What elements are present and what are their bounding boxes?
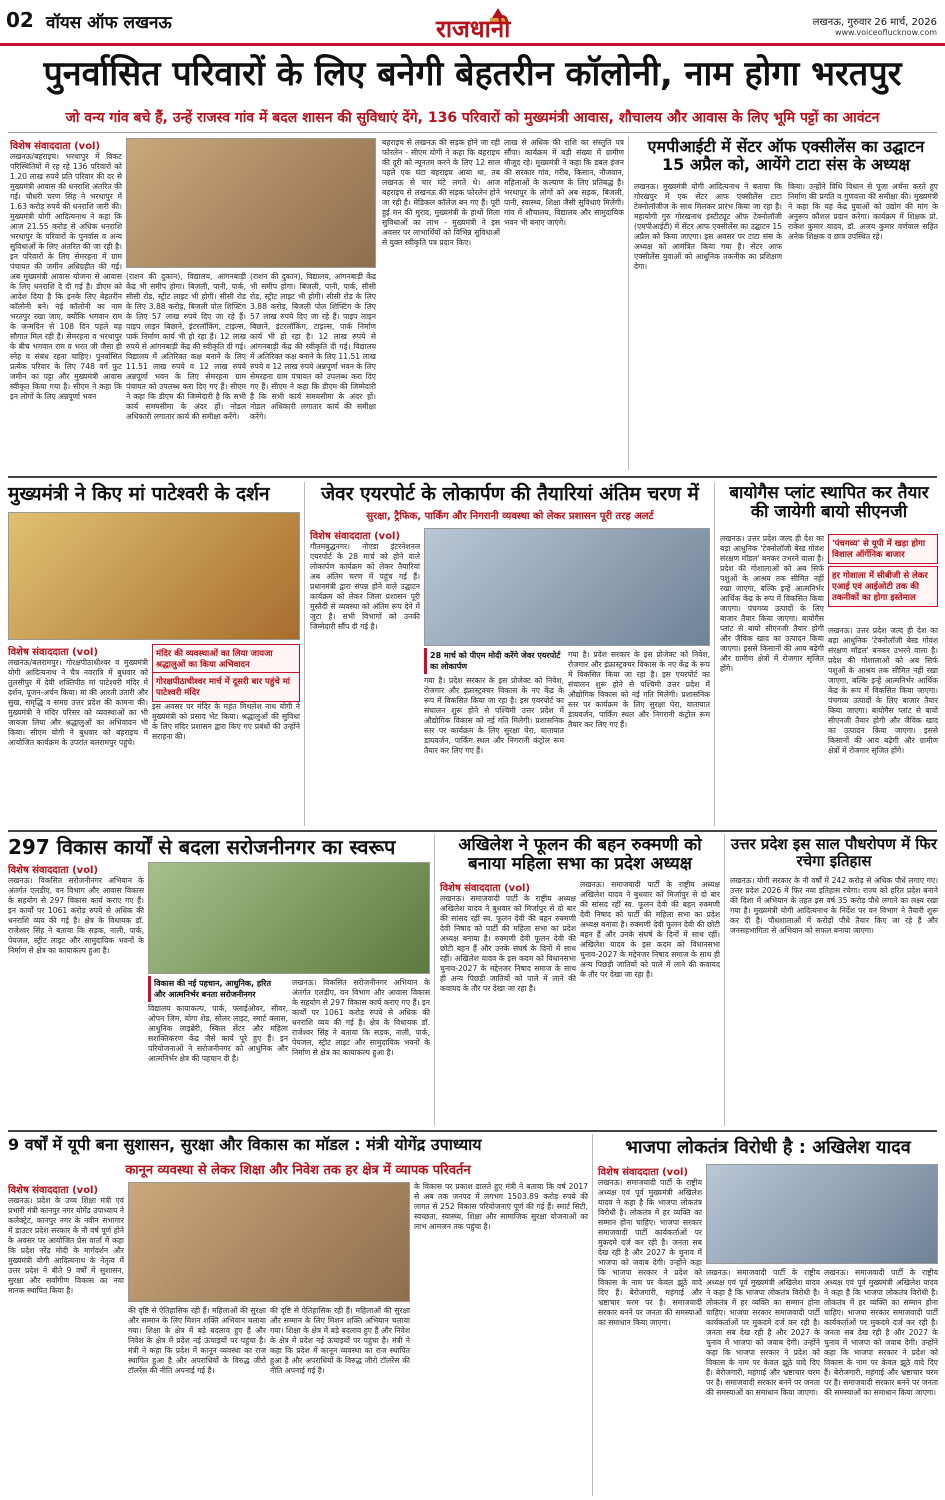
akhilesh1-byline: विशेष संवाददाता (vol) <box>440 883 531 894</box>
pateswari-body2: इस अवसर पर मंदिर के महंत मिथलेश नाथ योगी ने मुख्यमंत्री को प्रसाद भेंट किया। श्रद्धालुओं की सुविधा के लिए मंदिर प्रशासन द्वारा किए गए प्रबंधों की उन्होंने सराहना की। <box>152 702 300 742</box>
divider <box>8 476 937 478</box>
pateswari-byline: विशेष संवाददाता (vol) <box>8 647 99 658</box>
mpit-body-col1: लखनऊ। मुख्यमंत्री योगी आदित्यनाथ ने बताया कि गोरखपुर में एक सेंटर आफ एक्सीलेंस टाटा टेक्नोलॉजीज के साथ मिलकर प्रारंभ किया जा रहा है। महायोगी गुरु गोरखनाथ इंस्टीट्यूट ऑफ टेक्नोलॉजी (एमपीआईटी) में सेंटर आफ एक्सीलेंस का उद्घाटन 15 अप्रैल को किया जाएगा। इस अवसर पर टाटा संस के अध्यक्ष को आमंत्रित किया गया है। सेंटर आफ एक्सीलेंस युवाओं को आधुनिक तकनीक का प्रशिक्षण देगा। <box>634 182 782 272</box>
akhilesh2-photo <box>706 1164 938 1264</box>
sarojini-byline: विशेष संवाददाता (vol) <box>8 865 99 876</box>
dateline: लखनऊ, गुरुवार 26 मार्च, 2026 <box>812 17 937 28</box>
pateswari-callout-1: मंदिर की व्यवस्थाओं का लिया जायजा श्रद्धालुओं का किया अभिवादन <box>152 644 300 674</box>
divider <box>304 482 305 826</box>
biogas-callout-2: हर गोशाला में सीबीजी से लेकर एआई एवं आईओटी तक की तकनीकों का होगा इस्तेमाल <box>828 566 938 607</box>
jewar-body-col2: गया है। प्रदेश सरकार के इस प्रोजेक्ट को निवेश, रोजगार और इंफ्रास्ट्रक्चर विकास के नए केंद्र के रूप में विकसित किया जा रहा है। इस एयरपोर्ट का संचालन शुरू होने से पश्चिमी उत्तर प्रदेश में औद्योगिक विकास को नई गति मिलेगी। प्रशासनिक स्तर पर कार्यक्रम के लिए सुरक्षा घेरा, यातायात डायवर्जन, पार्किंग स्थल और निगरानी कंट्रोल रूम तैयार कर लिए गए हैं। <box>424 676 564 756</box>
biogas-body-col2: लखनऊ। उत्तर प्रदेश जल्द ही देश का बड़ा आधुनिक 'टेक्नोलॉजी बेस्ड गोवंश संरक्षण मॉडल' बनकर उभरने वाला है। प्रदेश की गोशालाओं को अब सिर्फ पशुओं के आश्रय तक सीमित नहीं रखा जाएगा, बल्कि इन्हें आत्मनिर्भर आर्थिक केंद्र के रूप में विकसित किया जाएगा। पंचगव्य उत्पादों के लिए बाजार तैयार किया जाएगा। बायोगैस प्लांट से बायो सीएनजी तैयार होगी और जैविक खाद का उत्पादन किया जाएगा। इससे किसानों की आय बढ़ेगी और ग्रामीण क्षेत्रों में रोजगार सृजित होंगे। <box>828 626 938 756</box>
jewar-headline: जेवर एयरपोर्ट के लोकार्पण की तैयारियां अंतिम चरण में <box>321 483 699 505</box>
yogendra-headline: 9 वर्षों में यूपी बना सुशासन, सुरक्षा और विकास का मॉडल : मंत्री योगेंद्र उपाध्याय <box>8 1135 482 1154</box>
yogendra-subhead: कानून व्यवस्था से लेकर शिक्षा और निवेश तक हर क्षेत्र में व्यापक परिवर्तन <box>125 1163 471 1178</box>
akhilesh1-body-col2: लखनऊ। समाजवादी पार्टी के राष्ट्रीय अध्यक्ष अखिलेश यादव ने बुधवार को मिर्जापुर से दो बार की सांसद रहीं स्व. फूलन देवी की बहन रुक्मणी देवी निषाद को पार्टी की महिला सभा का प्रदेश अध्यक्ष बनाया है। रुक्मणी देवी फूलन देवी की छोटी बहन हैं और उनके संघर्ष के दिनों में साथ रहीं। अखिलेश यादव के इस कदम को विधानसभा चुनाव-2027 के मद्देनजर निषाद समाज के साथ ही अन्य पिछड़ी जातियों को पाले में लाने की कवायद के तौर पर देखा जा रहा है। <box>580 880 720 980</box>
akhilesh2-headline: भाजपा लोकतंत्र विरोधी है : अखिलेश यादव <box>625 1137 911 1158</box>
biogas-body-col1: लखनऊ। उत्तर प्रदेश जल्द ही देश का बड़ा आधुनिक 'टेक्नोलॉजी बेस्ड गोवंश संरक्षण मॉडल' बनकर उभरने वाला है। प्रदेश की गोशालाओं को अब सिर्फ पशुओं के आश्रय तक सीमित नहीं रखा जाएगा, बल्कि इन्हें आत्मनिर्भर आर्थिक केंद्र के रूप में विकसित किया जाएगा। पंचगव्य उत्पादों के लिए बाजार तैयार किया जाएगा। बायोगैस प्लांट से बायो सीएनजी तैयार होगी और जैविक खाद का उत्पादन किया जाएगा। इससे किसानों की आय बढ़ेगी और ग्रामीण क्षेत्रों में रोजगार सृजित होंगे। <box>720 534 824 674</box>
jewar-byline: विशेष संवाददाता (vol) <box>310 531 401 542</box>
yogendra-body-col3: की दृष्टि से ऐतिहासिक रही हैं। महिलाओं की सुरक्षा और सम्मान के लिए मिशन शक्ति अभियान चलाया गया। शिक्षा के क्षेत्र में बड़े बदलाव हुए हैं और निवेश के क्षेत्र में प्रदेश नई ऊंचाइयों पर पहुंचा है। मंत्री ने कहा कि प्रदेश में कानून व्यवस्था का राज स्थापित हुआ है और अपराधियों के विरुद्ध जीरो टॉलरेंस की नीति अपनाई गई है। <box>270 1306 410 1376</box>
pauda-body: लखनऊ। योगी सरकार के नौ वर्षों में 242 करोड़ से अधिक पौधे लगाए गए। उत्तर प्रदेश 2026 में फिर नया इतिहास रचेगा। राज्य को हरित प्रदेश बनाने की दिशा में अभियान के तहत इस वर्ष 35 करोड़ पौधे लगाने का लक्ष्य रखा गया है। मुख्यमंत्री योगी आदित्यनाथ के निर्देश पर वन विभाग ने तैयारी शुरू कर दी है। पौधशालाओं में करोड़ों पौधे तैयार किए जा रहे हैं और जनसहभागिता से अभियान को सफल बनाया जाएगा। <box>730 876 938 936</box>
akhilesh2-byline: विशेष संवाददाता (vol) <box>598 1167 689 1178</box>
page-number: 02 <box>6 8 34 32</box>
lead-body-col4: लाख से अधिक की राशि का संस्तुति पत्र सौंपा। कार्यक्रम में बड़ी संख्या में ग्रामीण मौजूद रहे। मुख्यमंत्री ने कहा कि डबल इंजन की सरकार गांव, गरीब, किसान, नौजवान, महिलाओं के कल्याण के लिए प्रतिबद्ध है। भरथापुर के लोगों को अब सड़क, बिजली, पानी, स्वास्थ्य, शिक्षा जैसी सुविधाएं मिलेंगी। गांव में शौचालय, विद्यालय और सामुदायिक भवन भी बनाए जाएंगे। <box>504 138 624 228</box>
jewar-body-col3: गया है। प्रदेश सरकार के इस प्रोजेक्ट को निवेश, रोजगार और इंफ्रास्ट्रक्चर विकास के नए केंद्र के रूप में विकसित किया जा रहा है। इस एयरपोर्ट का संचालन शुरू होने से पश्चिमी उत्तर प्रदेश में औद्योगिक विकास को नई गति मिलेगी। प्रशासनिक स्तर पर कार्यक्रम के लिए सुरक्षा घेरा, यातायात डायवर्जन, पार्किंग स्थल और निगरानी कंट्रोल रूम तैयार कर लिए गए हैं। <box>568 650 710 730</box>
sarojini-body-col3: लखनऊ। विकसित सरोजनीनगर अभियान के अंतर्गत एलडीए, वन विभाग और आवास विकास के सहयोग से 297 विकास कार्य कराए गए हैं। इन कार्यों पर 1061 करोड़ रुपये से अधिक की धनराशि व्यय की गई है। क्षेत्र के विधायक डॉ. राजेश्वर सिंह ने बताया कि सड़क, नाली, पार्क, पेयजल, स्ट्रीट लाइट और सामुदायिक भवनों के निर्माण से क्षेत्र का कायाकल्प हुआ है। <box>292 978 430 1058</box>
mpit-body-col2: किया। उन्होंने विधि विधान से पूजा अर्चना करते हुए निर्माण की प्रगति व गुणवत्ता की समीक्षा की। मुख्यमंत्री ने कहा कि यह केंद्र युवाओं को उद्योग की मांग के अनुरूप कौशल प्रदान करेगा। कार्यक्रम में शिक्षक प्रो. राकेश कुमार यादव, डॉ. अजय कुमार वर्णवाल सहित अनेक शिक्षक व छात्र उपस्थित रहे। <box>788 182 938 242</box>
yogendra-byline: विशेष संवाददाता (vol) <box>8 1185 99 1196</box>
jewar-caption: 28 मार्च को पीएम मोदी करेंगे जेवर एयरपोर्ट का लोकार्पण <box>424 648 564 674</box>
akhilesh2-body-col1: लखनऊ। समाजवादी पार्टी के राष्ट्रीय अध्यक्ष एवं पूर्व मुख्यमंत्री अखिलेश यादव ने कहा है कि भाजपा लोकतंत्र विरोधी है। लोकतंत्र में हर व्यक्ति का सम्मान होना चाहिए। भाजपा सरकार समाजवादी पार्टी कार्यकर्ताओं पर मुकदमे दर्ज कर रही है। जनता सब देख रही है और 2027 के चुनाव में भाजपा को जवाब देगी। उन्होंने कहा कि भाजपा सरकार ने प्रदेश को विकास के नाम पर केवल झूठे वादे दिए हैं। बेरोजगारी, महंगाई और भ्रष्टाचार चरम पर है। समाजवादी सरकार बनने पर जनता की समस्याओं का समाधान किया जाएगा। <box>598 1178 702 1328</box>
biogas-headline: बायोगैस प्लांट स्थापित कर तैयार की जायेगी बायो सीएनजी <box>729 483 929 522</box>
divider <box>8 1130 937 1132</box>
lead-body-col1: लखनऊ/बहराइच। भरथापुर में विकट परिस्थितियों में रह रहे 136 परिवारों को 1.20 लाख रुपये प्रति परिवार की दर से मुख्यमंत्री आवास की धनराशि अंतरित की गई। चौधरी चरण सिंह ने भरथापुर में 1.63 करोड़ रुपये की धनराशि जारी की। मुख्यमंत्री योगी आदित्यनाथ ने कहा कि आज 21.55 करोड़ से अधिक धनराशि भरथापुर के परिवारों के पुनर्वास व अन्य सुविधाओं के लिए अंतरित की जा रही है। इन परिवारों के लिए सेमरहना में ग्राम पंचायत की जमीन अधिग्रहीत की गई। अब मुख्यमंत्री आवास योजना से आवास के लिए धनराशि दे दी गई है। डीएम को आदेश दिया है कि इनके लिए बेहतरीन कॉलोनी बने। नई कॉलोनी का नाम भरतपुर रखा जाए, क्योंकि भगवान राम के जन्मदिन से 108 दिन पहले यह सौगात मिल रही है। सेमरहना व भरथापुर के बीच भगवान राम व भरत जी जैसा ही स्नेह व संबंध रहना चाहिए। पुनर्वासित प्रत्येक परिवार के लिए 748 वर्ग फुट जमीन का पट्टा और मुख्यमंत्री आवास स्वीकृत किया गया है। सीएम ने कहा कि इन लोगों के लिए अन्नपूर्णा भवन <box>10 152 122 402</box>
mpit-headline: एमपीआईटी में सेंटर ऑफ एक्सीलेंस का उद्घाटन 15 अप्रैल को, आयेंगे टाटा संस के अध्यक्ष <box>647 137 925 174</box>
lead-headline: पुनर्वासित परिवारों के लिए बनेगी बेहतरीन कॉलोनी, नाम होगा भरतपुर <box>43 54 902 94</box>
pateswari-headline: मुख्यमंत्री ने किए मां पाटेश्वरी के दर्शन <box>8 483 270 505</box>
divider <box>724 834 725 1126</box>
pateswari-callout-2: गोरक्षपीठाधीश्वर मार्च में दूसरी बार पहुंचे मां पाटेश्वरी मंदिर <box>152 672 300 702</box>
sarojini-photo <box>148 862 430 974</box>
pateswari-body: लखनऊ/बलरामपुर। गोरक्षपीठाधीश्वर व मुख्यमंत्री योगी आदित्यनाथ ने चैत्र नवरात्रि में बुधवार को तुलसीपुर में देवी शक्तिपीठ मां पाटेश्वरी मंदिर में दर्शन, पूजन-अर्चन किया। मां की आरती उतारी और सुख, समृद्धि व समग्र उत्तर प्रदेश की कामना की। मुख्यमंत्री ने मंदिर परिसर को व्यवस्थाओं का भी जायजा लिया और श्रद्धालुओं का अभिवादन भी किया। सीएम योगी ने बुधवार को बहराइच में आयोजित कार्यक्रम के उपरांत बलरामपुर पहुंचे। <box>8 658 148 748</box>
sarojini-body-col2: विद्यालय कायाकल्प, पार्क, फ्लाईओवर, सीवर, ओपन जिम, योगा शेड, सोलर लाइट, स्मार्ट क्लास, आधुनिक लाइब्रेरी, स्किल सेंटर और महिला सशक्तिकरण केंद्र जैसे कार्य पूरे हुए हैं। इन परियोजनाओं ने सरोजनीनगर को आधुनिक और आत्मनिर्भर क्षेत्र की पहचान दी है। <box>148 1004 288 1064</box>
lead-body-col3: बहराइच से लखनऊ की सड़क होने जा रही फोरलेन - सीएम योगी ने कहा कि बहराइच की दूरी को न्यूनतम करने के लिए 12 साल पहले एक घंटा बहराइच आया था, तब लखनऊ से चार घंटे लगते थे। आज बहराइच से लखनऊ की सड़क फोरलेन होने जा रही है। मेडिकल कॉलेज बन गए हैं। पूरी हुई मन की मुराद, मुख्यमंत्री के हाथों मिला सुविधाओं का लाभ - मुख्यमंत्री ने इस अवसर पर लाभार्थियों को विभिन्न सुविधाओं से युक्त स्वीकृति पत्र प्रदान किए। <box>382 138 500 248</box>
pauda-headline: उत्तर प्रदेश इस साल पौधरोपण में फिर रचेगा इतिहास <box>730 835 938 870</box>
jewar-body-col1: गौतमबुद्धनगर। नोएडा इंटरनेशनल एयरपोर्ट के 28 मार्च को होने वाले लोकार्पण कार्यक्रम को लेकर तैयारियां अब अंतिम चरण में पहुंच गई हैं। प्रधानमंत्री द्वारा संपन्न होने वाले उद्घाटन कार्यक्रम को लेकर जिला प्रशासन पूरी मुस्तैदी से व्यवस्था को अंतिम रूप देने में जुटा है। सभी विभागों को उनकी जिम्मेदारी सौंप दी गई है। <box>310 542 420 632</box>
pateswari-photo <box>8 512 300 640</box>
sarojini-body-col1: लखनऊ। विकसित सरोजनीनगर अभियान के अंतर्गत एलडीए, वन विभाग और आवास विकास के सहयोग से 297 विकास कार्य कराए गए हैं। इन कार्यों पर 1061 करोड़ रुपये से अधिक की धनराशि व्यय की गई है। क्षेत्र के विधायक डॉ. राजेश्वर सिंह ने बताया कि सड़क, नाली, पार्क, पेयजल, स्ट्रीट लाइट और सामुदायिक भवनों के निर्माण से क्षेत्र का कायाकल्प हुआ है। <box>8 876 144 956</box>
sarojini-headline: 297 विकास कार्यों से बदला सरोजनीनगर का स्वरूप <box>8 835 396 859</box>
divider <box>8 132 937 133</box>
website: www.voiceoflucknow.com <box>834 28 937 37</box>
jewar-photo <box>424 528 710 646</box>
divider <box>592 1134 593 1496</box>
logo-text: राजधानी <box>436 14 511 43</box>
yogendra-body-col4: के विकास पर प्रकाश डालते हुए मंत्री ने बताया कि वर्ष 2017 से अब तक जनपद में लगभग 1503.89 करोड़ रुपये की लागत से 252 विकास परियोजनाएं पूर्ण की गई हैं। स्मार्ट सिटी, स्वच्छता, स्वास्थ्य, शिक्षा और सामाजिक सुरक्षा योजनाओं का लाभ आमजन तक पहुंचा है। <box>414 1182 588 1232</box>
akhilesh2-body-col3: लखनऊ। समाजवादी पार्टी के राष्ट्रीय अध्यक्ष एवं पूर्व मुख्यमंत्री अखिलेश यादव ने कहा है कि भाजपा लोकतंत्र विरोधी है। लोकतंत्र में हर व्यक्ति का सम्मान होना चाहिए। भाजपा सरकार समाजवादी पार्टी कार्यकर्ताओं पर मुकदमे दर्ज कर रही है। जनता सब देख रही है और 2027 के चुनाव में भाजपा को जवाब देगी। उन्होंने कहा कि भाजपा सरकार ने प्रदेश को विकास के नाम पर केवल झूठे वादे दिए हैं। बेरोजगारी, महंगाई और भ्रष्टाचार चरम पर है। समाजवादी सरकार बनने पर जनता की समस्याओं का समाधान किया जाएगा। <box>824 1268 938 1398</box>
biogas-callout-1: 'पंचगव्य' से यूपी में खड़ा होगा विशाल ऑर्गेनिक बाजार <box>828 534 938 564</box>
section-name: वॉयस ऑफ लखनऊ <box>46 13 172 33</box>
divider <box>434 834 435 1126</box>
yogendra-photo <box>128 1182 410 1302</box>
lead-photo <box>126 138 376 268</box>
lead-byline: विशेष संवाददाता (vol) <box>10 141 101 152</box>
sarojini-caption: विकास की नई पहचान, आधुनिक, हरित और आत्मनिर्भर बनता सरोजनीनगर <box>148 976 288 1002</box>
lead-subhead: जो वन्य गांव बचे हैं, उन्हें राजस्व गांव में बदल शासन की सुविधाएं देंगे, 136 परिवारों को मुख्यमंत्री आवास, शौचालय और आवास के लिए भूमि पट्टों का आवंटन <box>65 110 880 126</box>
yogendra-body-col1: लखनऊ। प्रदेश के उच्च शिक्षा मंत्री एवं प्रभारी मंत्री कानपुर नगर योगेंद्र उपाध्याय ने कलेक्ट्रेट, कानपुर नगर के नवीन सभागार में डाउटर प्रदेश सरकार के नौ वर्ष पूर्ण होने के अवसर पर आयोजित प्रेस वार्ता में कहा कि प्रदेश नरेंद्र मोदी के मार्गदर्शन और मुख्यमंत्री योगी आदित्यनाथ के नेतृत्व में उत्तर प्रदेश ने बीते 9 वर्षों में सुशासन, सुरक्षा और सर्वांगीण विकास का नया मानक स्थापित किया है। <box>8 1196 124 1296</box>
divider <box>8 830 937 832</box>
akhilesh2-body-col2: लखनऊ। समाजवादी पार्टी के राष्ट्रीय अध्यक्ष एवं पूर्व मुख्यमंत्री अखिलेश यादव ने कहा है कि भाजपा लोकतंत्र विरोधी है। लोकतंत्र में हर व्यक्ति का सम्मान होना चाहिए। भाजपा सरकार समाजवादी पार्टी कार्यकर्ताओं पर मुकदमे दर्ज कर रही है। जनता सब देख रही है और 2027 के चुनाव में भाजपा को जवाब देगी। उन्होंने कहा कि भाजपा सरकार ने प्रदेश को विकास के नाम पर केवल झूठे वादे दिए हैं। बेरोजगारी, महंगाई और भ्रष्टाचार चरम पर है। समाजवादी सरकार बनने पर जनता की समस्याओं का समाधान किया जाएगा। <box>706 1268 820 1398</box>
yogendra-body-col2: की दृष्टि से ऐतिहासिक रही हैं। महिलाओं की सुरक्षा और सम्मान के लिए मिशन शक्ति अभियान चलाया गया। शिक्षा के क्षेत्र में बड़े बदलाव हुए हैं और निवेश के क्षेत्र में प्रदेश नई ऊंचाइयों पर पहुंचा है। मंत्री ने कहा कि प्रदेश में कानून व्यवस्था का राज स्थापित हुआ है और अपराधियों के विरुद्ध जीरो टॉलरेंस की नीति अपनाई गई है। <box>128 1306 266 1376</box>
newspaper-logo <box>428 4 548 42</box>
lead-body-col2b: (राशन की दुकान), विद्यालय, आंगनबाड़ी केंद्र भी समीप होगा। बिजली, पानी, पार्क, सीसी रोड, स्ट्रीट लाइट भी होगी। सीसी रोड के लिए 3.88 करोड़, बिजली पोल शिफ्टिंग के लिए 57 लाख रुपये दिए जा रहे हैं। पाइप लाइन बिछाने, इंटरलॉकिंग, टाइल्स, पार्क निर्माण कार्य भी हो रहा है। 12 लाख रुपये से आंगनबाड़ी केंद्र की स्वीकृति दी गई। विद्यालय में अतिरिक्त कक्ष बनाने के लिए 11.51 लाख रुपये व 12 लाख रुपये अन्नपूर्णा भवन के लिए सेमरहना ग्राम पंचायत को उपलब्ध करा दिए गए हैं। सीएम ने कहा कि डीएम की जिम्मेदारी है कि सभी कार्य समयसीमा के अंदर हों। नोडल अधिकारी लगातार कार्य की समीक्षा करेंगे। <box>250 272 376 422</box>
akhilesh1-headline: अखिलेश ने फूलन की बहन रुक्मणी को बनाया महिला सभा का प्रदेश अध्यक्ष <box>458 835 702 874</box>
jewar-subhead: सुरक्षा, ट्रैफिक, पार्किंग और निगरानी व्यवस्था को लेकर प्रशासन पूरी तरह अलर्ट <box>366 511 654 522</box>
akhilesh1-body-col1: लखनऊ। समाजवादी पार्टी के राष्ट्रीय अध्यक्ष अखिलेश यादव ने बुधवार को मिर्जापुर से दो बार की सांसद रहीं स्व. फूलन देवी की बहन रुक्मणी देवी निषाद को पार्टी की महिला सभा का प्रदेश अध्यक्ष बनाया है। रुक्मणी देवी फूलन देवी की छोटी बहन हैं और उनके संघर्ष के दिनों में साथ रहीं। अखिलेश यादव के इस कदम को विधानसभा चुनाव-2027 के मद्देनजर निषाद समाज के साथ ही अन्य पिछड़ी जातियों को पाले में लाने की कवायद के तौर पर देखा जा रहा है। <box>440 894 576 994</box>
divider <box>628 136 629 470</box>
lead-body-col2: (राशन की दुकान), विद्यालय, आंगनबाड़ी केंद्र भी समीप होगा। बिजली, पानी, पार्क, सीसी रोड, स्ट्रीट लाइट भी होगी। सीसी रोड के लिए 3.88 करोड़, बिजली पोल शिफ्टिंग के लिए 57 लाख रुपये दिए जा रहे हैं। पाइप लाइन बिछाने, इंटरलॉकिंग, टाइल्स, पार्क निर्माण कार्य भी हो रहा है। 12 लाख रुपये से आंगनबाड़ी केंद्र की स्वीकृति दी गई। विद्यालय में अतिरिक्त कक्ष बनाने के लिए 11.51 लाख रुपये व 12 लाख रुपये अन्नपूर्णा भवन के लिए सेमरहना ग्राम पंचायत को उपलब्ध करा दिए गए हैं। सीएम ने कहा कि डीएम की जिम्मेदारी है कि सभी कार्य समयसीमा के अंदर हों। नोडल अधिकारी लगातार कार्य की समीक्षा करेंगे। <box>126 272 246 422</box>
divider <box>714 482 715 826</box>
